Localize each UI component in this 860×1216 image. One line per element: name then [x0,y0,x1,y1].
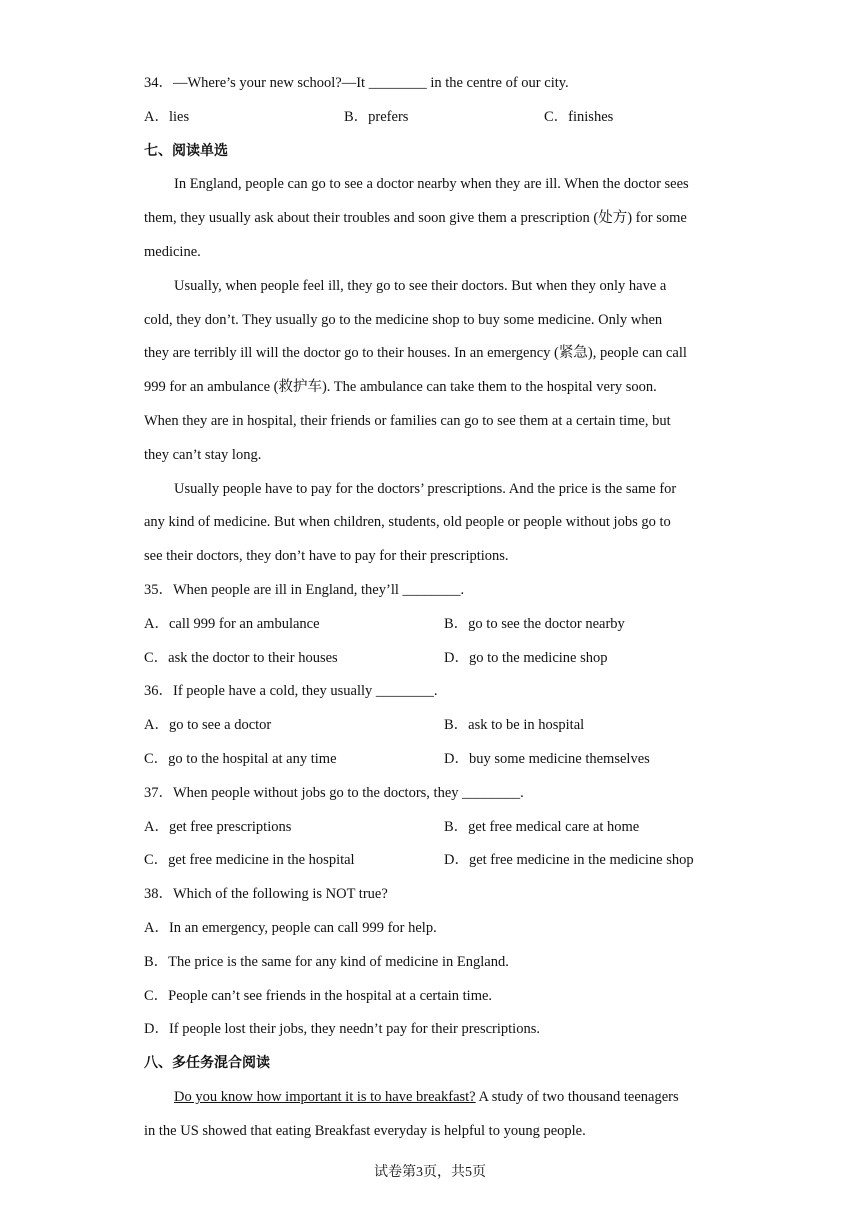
question-38-stem: 38．Which of the following is NOT true? [144,886,388,902]
q38-option-c: C．People can’t see friends in the hospital at a certain time. [144,988,493,1004]
passage-line: medicine. [144,244,201,260]
question-36-stem: 36．If people have a cold, they usually ________. [144,683,438,699]
question-34-stem: 34．—Where’s your new school?—It ________ in the centre of our city. [144,75,569,91]
page-footer: 试卷第3页，共5页 [374,1165,486,1180]
question-37-stem: 37．When people without jobs go to the doctors, they ________. [144,785,524,801]
passage-2-line-2: in the US showed that eating Breakfast everyday is helpful to young people. [144,1123,586,1139]
passage-line: see their doctors, they don’t have to pay for their prescriptions. [144,548,509,564]
passage-line: 999 for an ambulance (救护车). The ambulance can take them to the hospital very soon. [144,379,657,395]
question-35-stem: 35．When people are ill in England, they’ll ________. [144,582,465,598]
underlined-sentence: Do you know how important it is to have breakfast? [174,1089,476,1105]
q34-option-b: B．prefers [344,109,409,125]
q36-option-c: C．go to the hospital at any time [144,751,337,767]
q35-option-b: B．go to see the doctor nearby [444,616,625,632]
q36-option-b: B．ask to be in hospital [444,717,585,733]
q38-option-b: B．The price is the same for any kind of medicine in England. [144,954,509,970]
passage-2-text: A study of two thousand teenagers [475,1089,679,1105]
passage-line: they are terribly ill will the doctor go to their houses. In an emergency (紧急), people can call [144,345,687,361]
q37-option-a: A．get free prescriptions [144,819,292,835]
passage-line: When they are in hospital, their friends or families can go to see them at a certain time, but [144,413,671,429]
section-7-title: 七、阅读单选 [144,143,228,159]
q35-option-a: A．call 999 for an ambulance [144,616,320,632]
q36-option-a: A．go to see a doctor [144,717,272,733]
passage-line: them, they usually ask about their troubles and soon give them a prescription (处方) for some [144,210,687,226]
q37-option-b: B．get free medical care at home [444,819,640,835]
q36-option-d: D．buy some medicine themselves [444,751,650,767]
section-8-title: 八、多任务混合阅读 [144,1055,270,1071]
q38-option-d: D．If people lost their jobs, they needn’t pay for their prescriptions. [144,1021,540,1037]
passage-2-line-1 [174,1087,679,1107]
passage-line: any kind of medicine. But when children, students, old people or people without jobs go to [144,514,671,530]
q35-option-c: C．ask the doctor to their houses [144,650,338,666]
q35-option-d: D．go to the medicine shop [444,650,608,666]
q38-option-a: A．In an emergency, people can call 999 for help. [144,920,437,936]
passage-line: they can’t stay long. [144,447,262,463]
q37-option-c: C．get free medicine in the hospital [144,852,355,868]
passage-line: In England, people can go to see a doctor nearby when they are ill. When the doctor sees [174,176,689,192]
passage-line: cold, they don’t. They usually go to the medicine shop to buy some medicine. Only when [144,312,663,328]
q37-option-d: D．get free medicine in the medicine shop [444,852,694,868]
passage-line: Usually people have to pay for the doctors’ prescriptions. And the price is the same for [174,481,677,497]
q34-option-a: A．lies [144,109,190,125]
q34-option-c: C．finishes [544,109,614,125]
passage-line: Usually, when people feel ill, they go to see their doctors. But when they only have a [174,278,667,294]
